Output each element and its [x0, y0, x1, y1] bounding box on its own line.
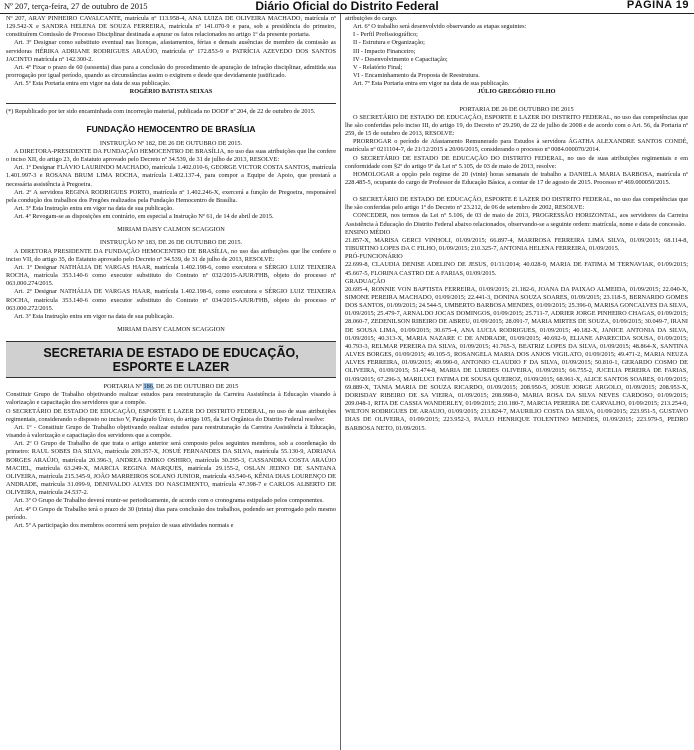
- paragraph: Art. 1º Designar FLÁVIO LAURINDO MACHADO, matrícula 1.402.010-6, GEORGE VICTOR COSTA SANTOS, matrícula 1.401.997-3 e ROSANA BRUM LIMA ROCHA, matrícula 1.402.137-4, para compor a Equipe de Apoio, que prestará a necessária assistência à Pregoeira.: [6, 164, 336, 188]
- list-item: VI - Encaminhamento da Proposta de Reestrutura.: [353, 72, 480, 80]
- signature: JÚLIO GREGÓRIO FILHO: [477, 88, 556, 96]
- list-item: V - Relatório Final;: [353, 63, 403, 71]
- paragraph: Constituir Grupo de Trabalho objetivando realizar estudos para reestruturação da Carreira Assistência à Educação visando à valorização e capacitação dos servidores que a compõe.: [6, 391, 336, 407]
- journal-title: Diário Oficial do Distrito Federal: [255, 0, 439, 13]
- subsection-title: PRÓ-FUNCIONÁRIO: [345, 253, 403, 261]
- paragraph: O SECRETÁRIO DE ESTADO DE EDUCAÇÃO, ESPORTE E LAZER DO DISTRITO FEDERAL, no uso das competências que lhe são conferidas pelo inciso III, do artigo 19, do Decreto nº 29.290, de 22 de julho de 2008 e de acordo com o Art. 56, da Portaria nº 259, de 15 de outubro de 2013, RESOLVE:: [345, 113, 688, 138]
- paragraph: Art. 3º O Grupo de Trabalho deverá reunir-se periodicamente, de acordo com o cronograma estipulado pelos componentes.: [14, 497, 324, 505]
- paragraph: Art. 4º O Grupo de Trabalho terá o prazo de 30 (trinta) dias para conclusão dos trabalhos, podendo ser prorrogado pelo mesmo período.: [6, 505, 336, 521]
- paragraph: PRORROGAR o período de Afastamento Remunerado para Estudos à servidora ÁGATHA ALEXANDRE SANTOS CONDÉ, matrícula nº 0211104-7, de 21/12/2015 a 20/06/2015, considerando o processo nº 0084.000070/2014.: [345, 138, 688, 154]
- portaria-title: PORTARIA DE 26 DE OUTUBRO DE 2015: [459, 105, 574, 113]
- paragraph: 21.857-X, MARISA GERCI VINHOLI, 01/09/2015; 66.897-4, MARIROSA FERREIRA LIMA SILVA, 01/09/2015; 68.114-8, TIBURTINO LOPES DA C FILHO, 01/09/2015; 210.325-7, ANTONIA HELENA FERREIRA, 01/09/2015.: [345, 236, 688, 253]
- paragraph: A DIRETORA-PRESIDENTE DA FUNDAÇÃO HEMOCENTRO DE BRASÍLIA, no uso das suas atribuições que lhe confere o inciso XII, do artigo 23, do Estatuto aprovado pelo Decreto nº 34.539, de 31 de julho de 2013, RESOLVE:: [6, 147, 336, 164]
- secretaria-banner: [6, 341, 336, 378]
- paragraph: Art. 3º Esta Instrução entra em vigor na data de sua publicação.: [14, 312, 174, 320]
- list-item: I - Perfil Profissiográfico;: [353, 31, 418, 39]
- portaria-title: PORTARIA Nº 186, DE 26 DE OUTUBRO DE 2015: [103, 383, 239, 391]
- paragraph: Art. 3º Esta Instrução entra em vigor na data de sua publicação.: [14, 204, 174, 212]
- paragraph: A DIRETORA PRESIDENTE DA FUNDAÇÃO HEMOCENTRO DE BRASÍLIA, no uso das atribuições que lhe confere o inciso VII, do artigo 35, do Estatuto aprovado pelo Decreto nº 34.539, de 31 de julho de 2013, RESOLVE:: [6, 247, 336, 263]
- paragraph: O SECRETÁRIO DE ESTADO DE EDUCAÇÃO, ESPORTE E LAZER DO DISTRITO FEDERAL, no uso de suas atribuições regimentais, considerando o disposto no inciso V, Parágrafo Único, do artigo 105, da Lei Orgânica do Distrito Federal resolve:: [6, 407, 336, 423]
- list-item: III - Impacto Financeiro;: [353, 47, 416, 55]
- paragraph: CONCEDER, nos termos da Lei nº 5.106, de 03 de maio de 2013, PROGRESSÃO HORIZONTAL, aos servidores da Carreira Assistência à Educação do Distrito Federal abaixo relacionados, observando-se a seguinte ordem: matrícula, nome e data de concessão.: [345, 212, 688, 228]
- paragraph: Art. 3º Designar como substituto eventual nas licenças, afastamentos, férias e demais ausências de membro da comissão as servidoras HÉRIKA ADRIANE RODRIGUES ARAÚJO, matrícula nº 172.853-9 e PATRÍCIA AZEVEDO DOS SANTOS JACINTO matrícula nº 142.300-2.: [6, 39, 336, 63]
- paragraph: Art. 2º A servidora REGINA RODRIGUES PORTO, matrícula nº 1.402.246-X, exercerá a função de Pregoeira, responsável pela condução dos trabalhos dos Pregões realizados pela Fundação Hemocentro de Brasília.: [6, 188, 336, 204]
- paragraph: Art. 1º - Constituir Grupo de Trabalho objetivando realizar estudos para reestruturação da Carreira Assistência à Educação, visando à valorização e capacitação dos servidores que a compõe.: [6, 423, 336, 440]
- paragraph: Art. 2º Designar NATHÁLIA DE VARGAS HAAR, matrícula 1.402.198-6, como executora e SÉRGIO LUIZ TEIXEIRA ROCHA, matrícula 353.140-6 como executor substituto do Contrato nº 034/2015-AJUR/FHB, objeto do processo nº 063.000.272/2015.: [6, 288, 336, 312]
- column-divider: [340, 14, 341, 750]
- banner-line: SECRETARIA DE ESTADO DE EDUCAÇÃO,: [43, 346, 299, 361]
- signature: MIRIAM DAISY CALMON SCAGGION: [117, 226, 225, 234]
- list-item: IV - Desenvolvimento e Capacitação;: [353, 55, 448, 63]
- signature: MIRIAM DAISY CALMON SCAGGION: [117, 326, 225, 333]
- paragraph: Art. 5º A participação dos membros ocorrerá sem prejuízo de suas atividades normais e: [14, 521, 234, 529]
- signature: ROGÉRIO BATISTA SEIXAS: [129, 88, 213, 96]
- separator-line: [6, 103, 336, 104]
- subsection-title: GRADUAÇÃO: [345, 277, 386, 285]
- paragraph: Art. 5º Esta Portaria entra em vigor na data de sua publicação.: [14, 80, 171, 88]
- paragraph: atribuições do cargo.: [345, 15, 398, 22]
- paragraph: Art. 1º Designar NATHÁLIA DE VARGAS HAAR, matrícula 1.402.198-6, como executora e SÉRGIO LUIZ TEIXEIRA ROCHA, matrícula 353.140-6 como executor substituto do Contrato nº 032/2015-AJUR/FHB, objeto do processo nº 063.000.274/2015.: [6, 263, 336, 288]
- edition-info: Nº 207, terça-feira, 27 de outubro de 2015: [4, 1, 148, 11]
- instruction-title: INSTRUÇÃO Nº 182, DE 26 DE OUTUBRO DE 2015.: [99, 139, 243, 147]
- paragraph: 22.699-8, CLAUDIA DENISE ADELINO DE JESUS, 01/11/2014; 40.028-9, MARIA DE FATIMA M TERNAVIAK, 01/09/2015; 45.667-5, FLORINA CASTRO DE A FARIAS, 01/09/2015.: [345, 261, 688, 277]
- paragraph: O SECRETÁRIO DE ESTADO DE EDUCAÇÃO DO DISTRITO FEDERAL, no uso de suas atribuições regimentais e em conformidade com §2º do artigo 9º da Lei nº 5.105, de 03 de maio de 2013, resolve:: [345, 154, 688, 170]
- paragraph: Nº 207, ARAY PINHEIRO CAVALCANTE, matrícula nº 113.958-4, ANA LUIZA DE OLIVEIRA MACHADO, matrícula nº 129.542-X e SANDRA HELENA DE SOUZA FERREIRA, matrícula nº 141.070-9 e para, sob a presidência do primeiro, constituírem Comissão de Processo Disciplinar destinada a apurar os fatos relacionados no artigo 1º da presente portaria.: [6, 15, 336, 39]
- section-title-fundacao: FUNDAÇÃO HEMOCENTRO DE BRASÍLIA: [86, 123, 256, 134]
- right-column: [345, 15, 688, 750]
- banner-line: ESPORTE E LAZER: [112, 360, 230, 375]
- paragraph: Art. 2º O Grupo de Trabalho de que trata o artigo anterior será composto pelos seguintes membros, sob a coordenação do primeiro: RAUL SOBES DA SILVA, matrícula 209.357-X, JOSUÉ FERNANDES DA SILVA, matrícula 55.130-9, ADRIANA BORGES ARAÚJO, matrícula 20.396-3, ANDREA EMIKO OSHIRO, matrícula 30.295-3, CASSANDRA COSTA ARAÚJO MACIEL, matrícula 63.249-X, MARCIA REGINA MARQUES, matrícula 29.155-2, OSLAN JEDNO DE SANTANA OLIVEIRA, matrícula 215.345-9, JOÃO MARREIROS SOLANO JUNIOR, matrícula 43.540-6, KÊNIA DIAS LOURENÇO DE ANDRADE, matrícula 31.099-9, DENIVALDO ALVES DO NASCIMENTO, matrícula 47.398-7 e CARLOS ALBERTO DE OLIVEIRA, matrícula 24.537-2.: [6, 440, 336, 497]
- highlighted-number: 186: [143, 383, 153, 391]
- paragraph: Art. 4º Fixar o prazo de 60 (sessenta) dias para a conclusão do procedimento de apuração de infração disciplinar, admitida sua prorrogação por igual período, quando as circunstâncias assim o exigirem e desde que devidamente justificado.: [6, 63, 336, 80]
- subsection-title: ENSINO MÉDIO: [345, 228, 391, 236]
- page-number: PÁGINA 19: [626, 0, 689, 11]
- page-header: [0, 0, 694, 14]
- paragraph: 20.695-4, RONNIE VON BAPTISTA FERREIRA, 01/09/2015; 21.182-6, JOANA DA PAIXAO ALMEIDA, 01/09/2015; 22.040-X, SIMONE PEREIRA MACHADO, 01/09/2015; 22.441-3, DONINA SOUZA SOARES, 01/09/2015; 23.118-5, BERNARDO GOMES DOS SANTOS, 01/09/2015; 24.544-5, UMBERTO BARBOSA MENDES, 01/09/2015; 25.396-0, MARISA GONCALVES DA SILVA, 01/09/2015; 25.479-7, ARNALDO JOCAS DOMINGOS, 01/09/2015; 25.711-7, ADRIER JORGE PINHEIRO CHAGAS, 01/09/2015; 28.060-7, ZEDENILSON RIBEIRO DE ABREU, 01/09/2015; 28.091-7, MARIA MIRTES DE SOUZA, 01/09/2015; 30.049-7, IRANI DE SOUSA LIMA, 01/09/2015; 30.675-4, ANA LUCIA RODRIGUES, 01/09/2015; 40.182-X, JANICE ANTONIA DA SILVA, 01/09/2015; 40.313-X, MARIA NAZARE C DE ANDRADE, 01/09/2015; 40.692-9, ELIANE APARECIDA SOUSA, 01/09/2015; 40.793-3, RELMAR PEREIRA DA SILVA, 01/09/2015; 41.765-3, BEATRIZ LOPES DA SILVA, 01/09/2015; 48.864-X, SANTINA ALVES BORGES, 01/09/2015; 49.105-5, ROSANGELA MARIA DOS ANJOS VIGILATO, 01/09/2015; 49.471-2, MARIA NEUZA ALVES FERREIRA, 01/09/2015; 49.990-0, ANTONIO CLAUDIO F DA SILVA, 01/09/2015; 50.810-1, GERARDO COSMO DE OLIVEIRA, 01/09/2015; 51.474-8, MARIA DE LURDES OLIVEIRA, 01/09/2015; 66.755-2, JUCELIA PEREIRA DE FARIAS, 01/09/2015; 67.296-3, MARILUCI FATIMA DE SOUSA QUEIROZ, 01/09/2015; 68.961-X, ALICE SANTOS SOARES, 01/09/2015; 69.889-X, TANIA MARIA DE SOUZA RICARDO, 01/09/2015; 208.950-5, JOSUE JORGE ARGOLO, 01/09/2015; 208.953-X, DORISDAY RIBEIRO DE SA VIEIRA, 01/09/2015; 208.998-0, MARIA ROSA DA SILVA NEVES CARDOSO, 01/09/2015; 209.048-1, RITA DE CASSIA WANDERLEY, 01/09/2015; 210.180-7, MARCIA PEREIRA DE CARVALHO, 01/09/2015; 213.254-0, WILTON RODRIGUES DE ARAUJO, 01/09/2015; 213.824-7, MAURILIO COSTA DA SILVA, 01/09/2015; 223.951-5, GUSTAVO DIAS DE OLIVEIRA, 01/09/2015; 223.952-3, PAULO HENRIQUE TOLENTINO MENDES, 01/09/2015; 223.979-5, PEDRO BARBOSA NETO, 01/09/2015.: [345, 285, 688, 432]
- paragraph: Art. 6º O trabalho será desenvolvido observando as etapas seguintes:: [353, 23, 527, 31]
- instruction-title: INSTRUÇÃO Nº 183, DE 26 DE OUTUBRO DE 2015.: [99, 239, 243, 247]
- list-item: II - Estrutura e Organização;: [353, 39, 425, 47]
- paragraph: Art. 4º Revogam-se as disposições em contrário, em especial a Instrução Nº 61, de 14 de abril de 2015.: [14, 213, 274, 221]
- paragraph: Art. 7º Esta Portaria entra em vigor na data de sua publicação.: [353, 80, 510, 88]
- left-column: [6, 15, 336, 750]
- paragraph: O SECRETÁRIO DE ESTADO DE EDUCAÇÃO, ESPORTE E LAZER DO DISTRITO FEDERAL, no uso das competências que lhe são conferidas pelo artigo 1º do Decreto nº 23.212, de 06 de setembro de 2002, RESOLVE:: [345, 196, 688, 212]
- republication-note: (*) Republicado por ter sido encaminhada com incorreção material, publicada no DODF nº 204, de 22 de outubro de 2015.: [6, 107, 316, 115]
- paragraph: HOMOLOGAR a opção pelo regime de 20 (vinte) horas semanais de trabalho a DANIELA MARIA BARBOSA, matrícula nº 228.485-5, ocupante do cargo de Professor de Educação Básica, a contar de 17 de agosto de 2015. Processo nº 469.000050/2015.: [345, 170, 688, 186]
